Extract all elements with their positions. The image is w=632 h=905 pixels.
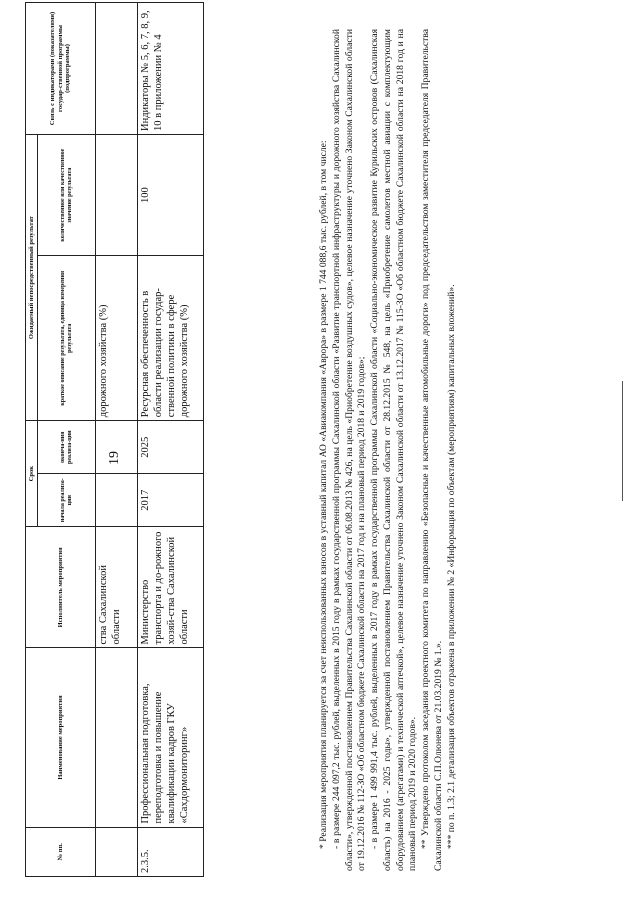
- footnote: ** Утверждено протоколом заседания проектного комитета по направлению «Безопасные и качественные автомобильные дороги» под председательством заместителя председателя Правительства Сахалинской области С.П.Олюнева от 21.03.2019 № 1.».: [420, 29, 444, 871]
- cell-num: 2.3.5.: [138, 827, 204, 876]
- cell-empty: [96, 827, 138, 876]
- table-header-row-1: [26, 3, 38, 877]
- header-result: Ожидаемый непосредственный результат: [26, 134, 38, 420]
- cell-empty: [96, 648, 138, 827]
- cell-result-desc: Ресурсная обеспеченность в области реализации государ-ственной политики в сфере дорожного хозяйства (%): [138, 256, 204, 421]
- cell-result-value: 100: [138, 134, 204, 255]
- footnotes: [318, 29, 458, 871]
- cell-empty: [96, 474, 138, 527]
- measures-table: [25, 2, 204, 877]
- cell-empty: [96, 134, 138, 255]
- cell-name: Профессиональная подготовка, переподготовка и повышение квалификации кадров ГКУ «Сахдормониторинг»: [138, 648, 204, 827]
- cell-empty: [96, 421, 138, 474]
- cell-executor-continued: ства Сахалинской области: [96, 527, 138, 648]
- cell-empty: [96, 3, 138, 135]
- header-result-desc: краткое описание результата, единица измерения результата: [38, 256, 96, 421]
- header-num: № пп.: [26, 827, 96, 876]
- closing-rule: [622, 381, 623, 501]
- footnote: - в размере 244 097,2 тыс. рублей, выделенных в 2015 году в рамках государственной программы Сахалинской области «Развитие транспортной инфраструктуры и дорожного хозяйства Сахалинской области», утвержденной постановлением Правительства Сахалинской области от 06.08.2013 № 426, на цель «Приобретение воздушных судов», целевое назначение уточнено Законом Сахалинской области от 19.12.2016 № 112-ЗО «Об областном бюджете Сахалинской области на 2017 год и на плановый период 2018 и 2019 годов»;: [330, 29, 368, 871]
- page-number: 19: [107, 451, 122, 465]
- header-term-start: начала реализа-ции: [38, 474, 96, 527]
- header-term: Срок: [26, 421, 38, 527]
- footnote: *** по п. 1.3; 2.1 детализация объектов отражена в приложении № 2 «Информация по объектам (мероприятиям) капитальных вложений».: [445, 284, 457, 849]
- cell-start: 2017: [138, 474, 204, 527]
- cell-indicators: Индикаторы № 5, 6, 7, 8, 9, 10 в приложении № 4: [138, 3, 204, 135]
- header-indicators: Связь с индикаторами (показателями) государ-ственной программы (подпрограммы): [26, 3, 96, 135]
- header-executor: Исполнитель мероприятия: [26, 527, 96, 648]
- header-result-value: количественное или качественное значение результата: [38, 134, 96, 255]
- table-row-continued: [96, 3, 138, 877]
- cell-end: 2025: [138, 421, 204, 474]
- footnote: * Реализация мероприятия планируется за счет неиспользованных взносов в уставный капитал АО «Авиакомпания «Аврора» в размере 1 744 088,6 тыс. рублей, в том числе:: [318, 140, 329, 849]
- table-row: [138, 3, 204, 877]
- cell-result-desc-continued: дорожного хозяйства (%): [96, 256, 138, 421]
- header-name: Наименование мероприятия: [26, 648, 96, 827]
- cell-executor: Министерство транспорта и до-рожного хозяй-ства Сахалинской области: [138, 527, 204, 648]
- footnote: - в размере 1 499 991,4 тыс. рублей, выделенных в 2017 году в рамках государственной программы Сахалинской области «Социально-экономическое развитие Курильских островов (Сахалинская область) на 2016 - 2025 годы», утвержденной постановлением Правительства Сахалинской области от 28.12.2015 № 548, на цель «Приобретение самолетов местной авиации с комплектующим оборудованием (агрегатами) и технической аптечкой», целевое назначение уточнено Законом Сахалинской области от 13.12.2017 № 115-ЗО «Об областном бюджете Сахалинской области на 2018 год и на плановый период 2019 и 2020 годов».: [369, 29, 419, 871]
- header-term-end: оконча-ния реализа-ции: [38, 421, 96, 474]
